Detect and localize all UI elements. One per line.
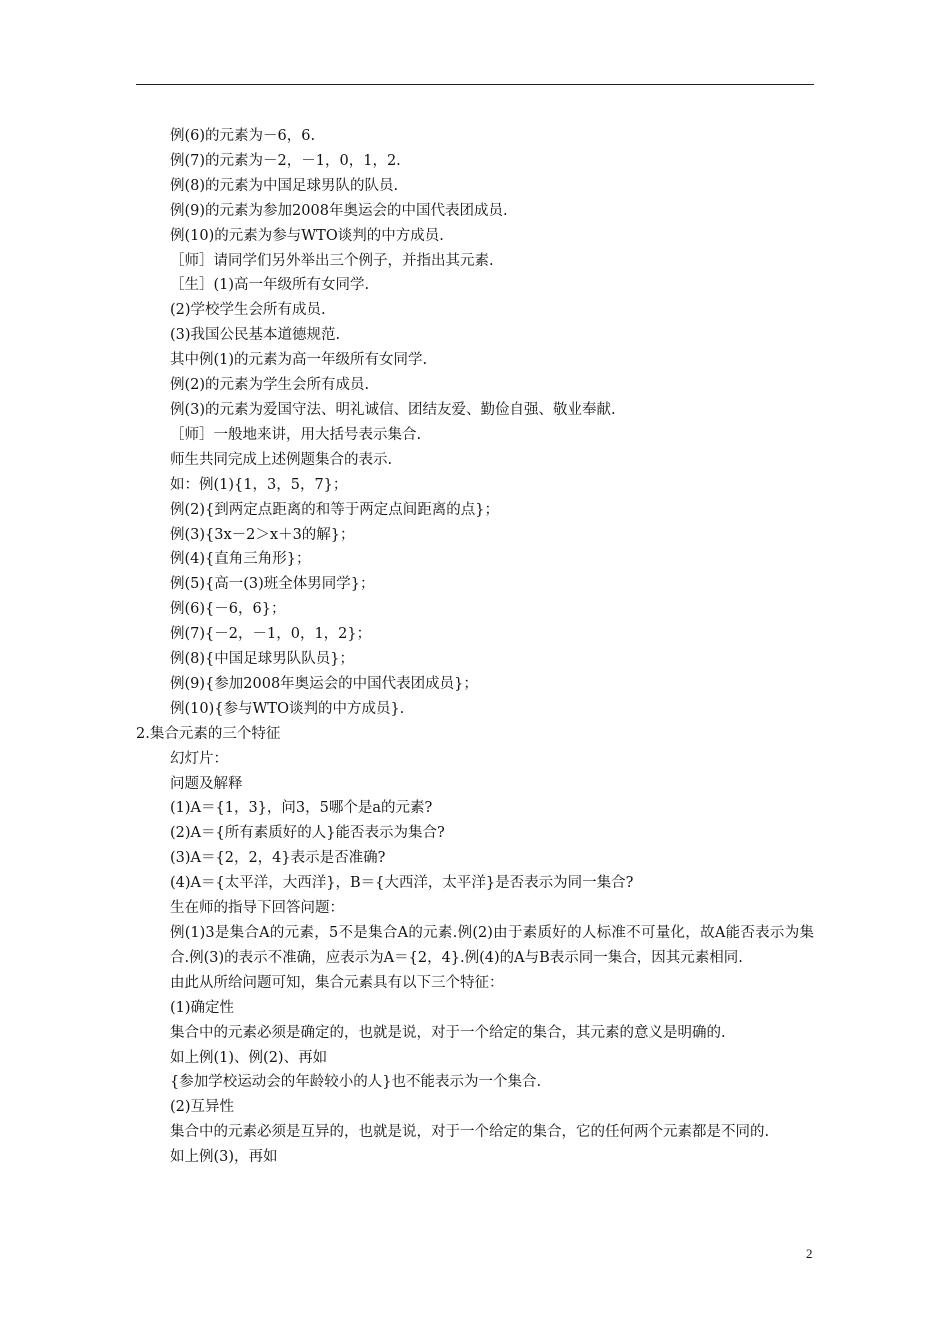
line: 例(2){到两定点距离的和等于两定点间距离的点}； — [170, 501, 499, 518]
line: (1)确定性 — [170, 999, 235, 1016]
section-heading: 2.集合元素的三个特征 — [136, 725, 281, 742]
line: (1)A＝{1，3}，问3，5哪个是a的元素? — [170, 800, 433, 817]
line: ［师］请同学们另外举出三个例子，并指出其元素. — [170, 252, 494, 269]
line: (3)A＝{2，2，4}表示是否准确? — [170, 850, 386, 867]
line: 幻灯片： — [170, 750, 228, 767]
line: (3)我国公民基本道德规范. — [170, 327, 341, 344]
line: {参加学校运动会的年龄较小的人}也不能表示为一个集合. — [170, 1074, 542, 1091]
paragraph: 集合中的元素必须是互异的，也就是说，对于一个给定的集合，它的任何两个元素都是不同的. — [170, 1124, 770, 1141]
line: 生在师的指导下回答问题： — [170, 900, 344, 917]
line: 由此从所给问题可知，集合元素具有以下三个特征： — [170, 974, 504, 991]
line: 例(9)的元素为参加2008年奥运会的中国代表团成员. — [170, 202, 508, 219]
line: 师生共同完成上述例题集合的表示. — [170, 451, 393, 468]
line: 例(7)的元素为－2，－1，0，1，2. — [170, 152, 401, 169]
line: (4)A＝{太平洋，大西洋}，B＝{大西洋，太平洋}是否表示为同一集合? — [170, 875, 634, 892]
line: 例(6){－6，6}； — [170, 601, 286, 618]
line: 例(4){直角三角形}； — [170, 551, 311, 568]
line: 例(9){参加2008年奥运会的中国代表团成员}； — [170, 675, 478, 692]
line: 例(10){参与WTO谈判的中方成员}. — [170, 700, 405, 717]
line: 例(7){－2，－1，0，1，2}； — [170, 626, 372, 643]
line: 如上例(1)、例(2)、再如 — [170, 1049, 328, 1066]
line: (2)互异性 — [170, 1099, 235, 1116]
line: 例(3)的元素为爱国守法、明礼诚信、团结友爱、勤俭自强、敬业奉献. — [170, 401, 616, 418]
line: 例(8)的元素为中国足球男队的队员. — [170, 177, 399, 194]
header-rule — [136, 84, 814, 85]
line: (2)学校学生会所有成员. — [170, 302, 326, 319]
paragraph: 例(1)3是集合A的元素，5不是集合A的元素.例(2)由于素质好的人标准不可量化，故A能否表示为集合.例(3)的表示不准确，应表示为A＝{2，4}.例(4)的A与B表示同一集合，因其元素相同. — [170, 925, 814, 966]
line: ［师］一般地来讲，用大括号表示集合. — [170, 426, 422, 443]
line: 例(3){3x－2＞x＋3的解}； — [170, 526, 355, 543]
line: 如上例(3)，再如 — [170, 1149, 278, 1166]
line: 例(10)的元素为参与WTO谈判的中方成员. — [170, 227, 444, 244]
line: ［生］(1)高一年级所有女同学. — [170, 277, 370, 294]
line: 例(6)的元素为－6，6. — [170, 128, 316, 144]
page-number: 2 — [806, 1246, 813, 1261]
page-body — [136, 124, 814, 1170]
line: 如：例(1){1，3，5，7}； — [170, 476, 348, 493]
line: 问题及解释 — [170, 775, 243, 792]
line: 其中例(1)的元素为高一年级所有女同学. — [170, 352, 428, 369]
line: 例(5){高一(3)班全体男同学}； — [170, 576, 375, 593]
line: 例(2)的元素为学生会所有成员. — [170, 377, 370, 394]
line: (2)A＝{所有素质好的人}能否表示为集合? — [170, 825, 445, 842]
line: 例(8){中国足球男队队员}； — [170, 651, 354, 668]
line: 集合中的元素必须是确定的，也就是说，对于一个给定的集合，其元素的意义是明确的. — [170, 1024, 726, 1041]
